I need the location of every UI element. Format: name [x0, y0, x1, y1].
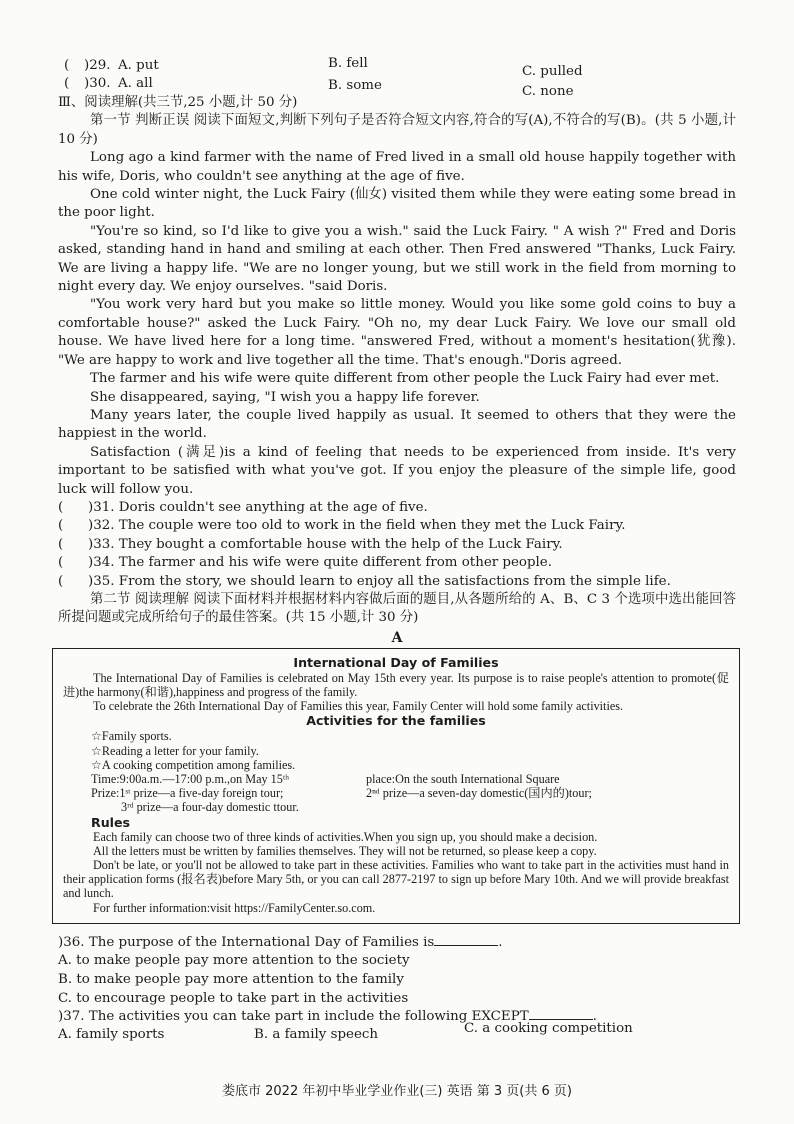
page-footer: 娄底市 2022 年初中毕业学业作业(三) 英语 第 3 页(共 6 页)	[222, 1084, 572, 1099]
answer-bracket[interactable]: (	[58, 536, 64, 552]
answer-bracket[interactable]: (	[58, 573, 64, 589]
answer-bracket[interactable]: (	[64, 58, 70, 73]
option-a: A. to make people pay more attention to the society	[58, 953, 410, 969]
notice-title: International Day of Families	[293, 654, 499, 670]
answer-blank[interactable]	[434, 945, 498, 946]
answer-bracket[interactable]: (	[58, 518, 64, 534]
tf-question-34: ( )34. The farmer and his wife were quite different from other people.	[58, 554, 736, 572]
passage-paragraph: One cold winter night, the Luck Fairy (仙女) visited them while they were eating some bread in the poor light.	[58, 187, 736, 221]
option-b: B. some	[328, 78, 382, 93]
passage-paragraph: Many years later, the couple lived happily as usual. It seemed to others that they were the happiest in the world.	[58, 407, 736, 442]
activities-title: Activities for the families	[306, 713, 486, 729]
passage-paragraph: "You work very hard but you make so little money. Would you like some gold coins to buy a comfortable house?" asked the Luck Fairy. "Oh no, my dear Luck Fairy. We love our small old house. We have lived here for a long time. "answered Fred, without a moment's hesitation(犹豫). "We are happy to work and live together all the time. That's enough."Doris agreed.	[58, 297, 736, 368]
prize-first: Prize:1ˢᵗ prize—a five-day foreign tour;	[91, 786, 284, 801]
option-a: A. all	[118, 76, 153, 91]
prize-third: 3ʳᵈ prize—a four-day domestic ttour.	[121, 800, 299, 815]
question-30: ( )30. A. all B. some C. none	[64, 76, 574, 99]
question-29: ( )29. A. put B. fell C. pulled	[64, 56, 583, 79]
tf-question-35: ( )35. From the story, we should learn to enjoy all the satisfactions from the simple life.	[58, 573, 736, 591]
passage-paragraph: Satisfaction (满足)is a kind of feeling that needs to be experienced from inside. It's very important to be satisfied with what you've got. If you enjoy the pleasure of the simple life, good luck will follow you.	[58, 444, 736, 497]
option-b: B. a family speech	[254, 1026, 379, 1042]
option-b: B. to make people pay more attention to the family	[58, 972, 404, 988]
option-c: C. pulled	[522, 64, 583, 79]
section1-instructions: 第一节 判断正误 阅读下面短文,判断下列句子是否符合短文内容,符合的写(A),不符合的写(B)。(共 5 小题,计 10 分)	[58, 113, 736, 147]
passage-paragraph: She disappeared, saying, "I wish you a happy life forever.	[90, 389, 480, 405]
rule-item: All the letters must be written by families themselves. They will not be returned, so please keep a copy.	[93, 843, 597, 858]
passage-paragraph: "You're so kind, so I'd like to give you a wish." said the Luck Fairy. " A wish ?" Fred and Doris asked, standing hand in hand and smiling at each other. Then Fred answered "Thanks, Luck Fairy. We are living a happy life. "We are no longer young, but we still work in the field from morning to night every day. We enjoy ourselves. "said Doris.	[58, 223, 736, 295]
part3-title: Ⅲ、阅读理解(共三节,25 小题,计 50 分)	[58, 95, 298, 110]
option-c: C. none	[522, 84, 574, 99]
section-letter: A	[391, 629, 403, 646]
event-time: Time:9:00a.m.—17:00 p.m.,on May 15ᵗʰ	[91, 772, 290, 786]
question-36: )36. The purpose of the International Day of Families is .	[58, 934, 503, 950]
answer-bracket[interactable]: (	[64, 76, 70, 91]
tf-question-33: ( )33. They bought a comfortable house with the help of the Luck Fairy.	[58, 536, 736, 554]
question-37-options	[58, 1020, 736, 1045]
prize-second: 2ⁿᵈ prize—a seven-day domestic(国内的)tour;	[366, 786, 592, 801]
answer-bracket[interactable]: (	[58, 499, 64, 515]
passage-paragraph: The farmer and his wife were quite different from other people the Luck Fairy had ever met.	[90, 371, 720, 387]
notice-intro: To celebrate the 26th International Day of Families this year, Family Center will hold some family activities.	[93, 699, 624, 714]
option-a: A. family sports	[58, 1026, 165, 1042]
answer-bracket[interactable]: (	[58, 555, 64, 571]
option-a: A. put	[118, 58, 159, 73]
rules-title: Rules	[91, 814, 131, 830]
option-b: B. fell	[328, 56, 368, 71]
reading-passage	[58, 149, 736, 499]
rule-item: For further information:visit https://FamilyCenter.so.com.	[93, 900, 376, 915]
true-false-questions	[58, 499, 736, 591]
option-c: C. to encourage people to take part in the activities	[58, 990, 409, 1006]
tf-question-31: ( )31. Doris couldn't see anything at the age of five.	[58, 499, 736, 517]
rule-item: Each family can choose two of three kinds of activities.When you sign up, you should make a decision.	[93, 829, 598, 844]
tf-question-32: ( )32. The couple were too old to work in the field when they met the Luck Fairy.	[58, 517, 736, 535]
event-place: place:On the south International Square	[366, 772, 560, 786]
rule-item: Don't be late, or you'll not be allowed to take part in these activities. Families who want to take part in the activities must hand in their application forms (报名表)before Mary 5th, or you can call 2877-2197 to sign up before Mary 10th. And we will provide breakfast and lunch.	[63, 858, 729, 901]
activity-item: ☆Family sports.	[91, 729, 172, 744]
passage-paragraph: Long ago a kind farmer with the name of Fred lived in a small old house happily together with his wife, Doris, who couldn't see anything at the age of five.	[58, 150, 736, 184]
notice-intro: The International Day of Families is celebrated on May 15th every year. Its purpose is to raise people's attention to promote(促进)the harmony(和谐),happiness and progress of the family.	[63, 670, 729, 699]
notice-box	[52, 648, 740, 924]
activity-item: ☆Reading a letter for your family.	[91, 743, 259, 758]
question-37: )37. The activities you can take part in include the following EXCEPT .	[58, 1009, 597, 1025]
option-c: C. a cooking competition	[464, 1020, 633, 1036]
activity-item: ☆A cooking competition among families.	[91, 757, 296, 772]
section2-instructions: 第二节 阅读理解 阅读下面材料并根据材料内容做后面的题目,从各题所给的 A、B、C 3 个选项中选出能回答所提问题或完成所给句子的最佳答案。(共 15 小题,计 30 分)	[58, 591, 736, 626]
